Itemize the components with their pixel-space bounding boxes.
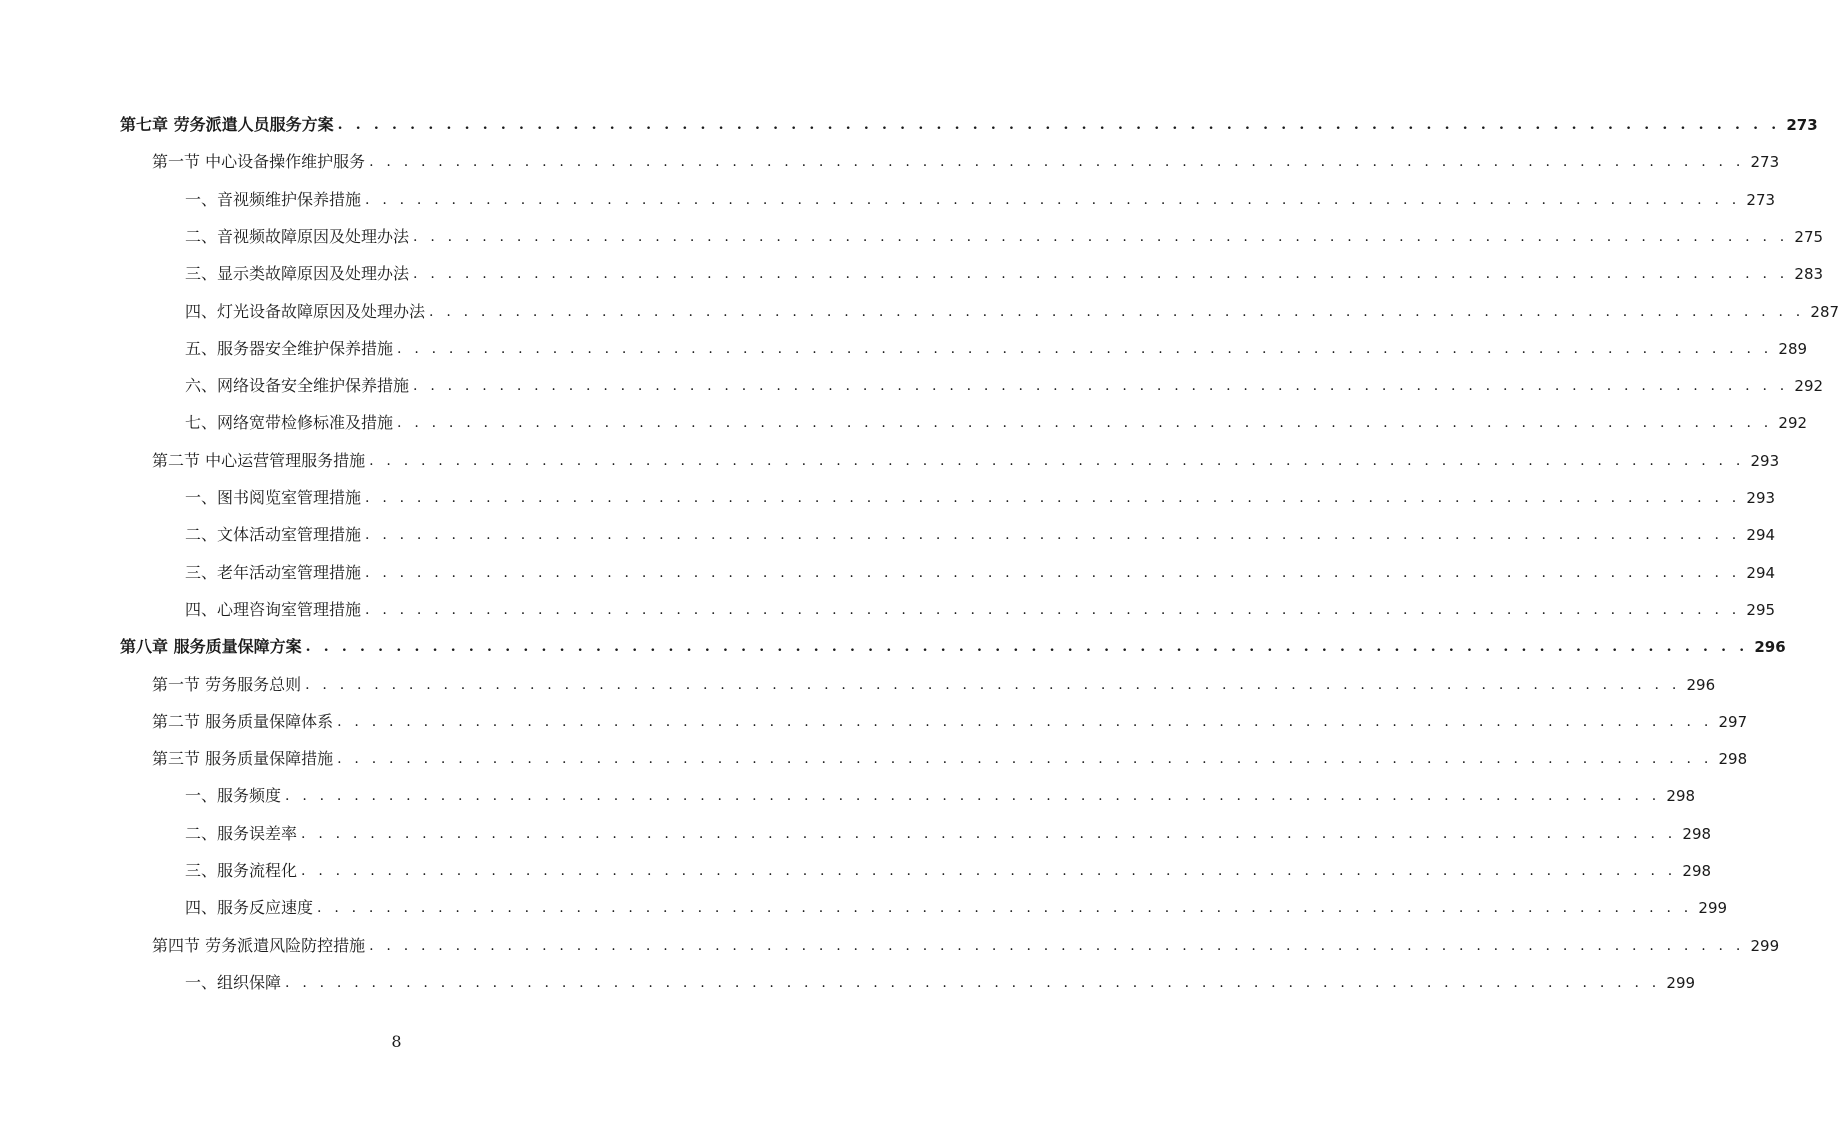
toc-entry-item[interactable] bbox=[185, 590, 1776, 620]
toc-dot-leader: . . . . . . . . . . . . . . . . . . . . . . . . . . . . . . . . . . . . . . . . . . . . . . . . . . . . . . . . . . . . . . . . . . . . . . . . . . . . . . . . bbox=[397, 415, 1773, 432]
toc-entry-page: 295 bbox=[1746, 600, 1776, 619]
toc-dot-leader: . . . . . . . . . . . . . . . . . . . . . . . . . . . . . . . . . . . . . . . . . . . . . . . . . . . . . . . . . . . . . . . . . . . . . . . . . . . . . . . . bbox=[429, 303, 1805, 320]
toc-entry-page: 287 bbox=[1810, 302, 1839, 321]
toc-entry-title: 第七章 劳务派遣人员服务方案 bbox=[120, 115, 334, 134]
toc-entry-page: 273 bbox=[1750, 153, 1780, 172]
toc-entry-title: 二、文体活动室管理措施 bbox=[185, 525, 362, 545]
toc-entry-title: 一、服务频度 bbox=[185, 786, 282, 806]
toc-entry-page: 292 bbox=[1794, 377, 1824, 396]
toc-entry-chapter[interactable] bbox=[120, 105, 1818, 135]
toc-entry-item[interactable] bbox=[185, 515, 1776, 545]
toc-dot-leader: . . . . . . . . . . . . . . . . . . . . . . . . . . . . . . . . . . . . . . . . . . . . . . . . . . . . . . . . . . . . . . . . . . . . . . . . . . . . . . . . bbox=[365, 191, 1741, 208]
toc-entry-page: 298 bbox=[1682, 824, 1712, 843]
toc-entry-section[interactable] bbox=[152, 665, 1716, 695]
toc-entry-item[interactable] bbox=[185, 217, 1824, 247]
toc-entry-item[interactable] bbox=[185, 888, 1728, 918]
toc-entry-title: 第二节 中心运营管理服务措施 bbox=[152, 450, 366, 470]
toc-entry-title: 第八章 服务质量保障方案 bbox=[120, 637, 302, 657]
toc-entry-title: 三、老年活动室管理措施 bbox=[185, 562, 362, 582]
toc-entry-page: 275 bbox=[1794, 227, 1824, 246]
toc-entry-page: 294 bbox=[1746, 563, 1776, 582]
toc-entry-section[interactable] bbox=[152, 702, 1748, 732]
toc-dot-leader: . . . . . . . . . . . . . . . . . . . . . . . . . . . . . . . . . . . . . . . . . . . . . . . . . . . . . . . . . . . . . . . . . . . . . . . . . . . . . . . . bbox=[365, 490, 1741, 506]
toc-dot-leader: . . . . . . . . . . . . . . . . . . . . . . . . . . . . . . . . . . . . . . . . . . . . . . . . . . . . . . . . . . . . . . . . . . . . . . . . . . . . . . . . bbox=[337, 751, 1713, 768]
toc-dot-leader: . . . . . . . . . . . . . . . . . . . . . . . . . . . . . . . . . . . . . . . . . . . . . . . . . . . . . . . . . . . . . . . . . . . . . . . . . . . . . . . . bbox=[301, 863, 1677, 879]
toc-entry-title: 二、服务误差率 bbox=[185, 823, 298, 843]
toc-entry-item[interactable] bbox=[185, 963, 1696, 993]
toc-entry-title: 二、音视频故障原因及处理办法 bbox=[185, 226, 410, 246]
toc-entry-page: 296 bbox=[1686, 675, 1716, 694]
toc-entry-page: 296 bbox=[1754, 638, 1786, 657]
toc-entry-item[interactable] bbox=[185, 814, 1712, 844]
toc-entry-title: 四、灯光设备故障原因及处理办法 bbox=[185, 301, 426, 321]
toc-dot-leader: . . . . . . . . . . . . . . . . . . . . . . . . . . . . . . . . . . . . . . . . . . . . . . . . . . . . . . . . . . . . . . . . . . . . . . . . . . . . . . . . bbox=[365, 527, 1741, 544]
toc-entry-page: 273 bbox=[1786, 116, 1818, 134]
toc-dot-leader: . . . . . . . . . . . . . . . . . . . . . . . . . . . . . . . . . . . . . . . . . . . . . . . . . . . . . . . . . . . . . . . . . . . . . . . . . . . . . . . . bbox=[337, 713, 1713, 730]
toc-entry-page: 299 bbox=[1750, 936, 1780, 955]
toc-entry-item[interactable] bbox=[185, 180, 1776, 210]
page-number: 8 bbox=[391, 1032, 402, 1051]
toc-dot-leader: . . . . . . . . . . . . . . . . . . . . . . . . . . . . . . . . . . . . . . . . . . . . . . . . . . . . . . . . . . . . . . . . . . . . . . . . . . . . . . . . bbox=[369, 937, 1745, 954]
toc-entry-page: 283 bbox=[1794, 265, 1824, 284]
toc-entry-section[interactable] bbox=[152, 739, 1748, 769]
toc-entry-page: 293 bbox=[1746, 489, 1776, 507]
toc-entry-item[interactable] bbox=[185, 553, 1776, 583]
toc-entry-title: 四、心理咨询室管理措施 bbox=[185, 599, 362, 619]
toc-entry-item[interactable] bbox=[185, 366, 1824, 396]
toc-entry-title: 第一节 劳务服务总则 bbox=[152, 674, 302, 694]
toc-dot-leader: . . . . . . . . . . . . . . . . . . . . . . . . . . . . . . . . . . . . . . . . . . . . . . . . . . . . . . . . . . . . . . . . . . . . . . . . . . . . . . . . bbox=[337, 117, 1781, 133]
toc-entry-item[interactable] bbox=[185, 851, 1712, 881]
toc-entry-page: 298 bbox=[1718, 750, 1748, 769]
toc-dot-leader: . . . . . . . . . . . . . . . . . . . . . . . . . . . . . . . . . . . . . . . . . . . . . . . . . . . . . . . . . . . . . . . . . . . . . . . . . . . . . . . . bbox=[413, 228, 1789, 245]
toc-entry-page: 294 bbox=[1746, 526, 1776, 545]
toc-dot-leader: . . . . . . . . . . . . . . . . . . . . . . . . . . . . . . . . . . . . . . . . . . . . . . . . . . . . . . . . . . . . . . . . . . . . . . . . . . . . . . . . bbox=[397, 340, 1773, 357]
toc-entry-page: 297 bbox=[1718, 712, 1748, 731]
toc-entry-title: 第一节 中心设备操作维护服务 bbox=[152, 152, 366, 172]
toc-dot-leader: . . . . . . . . . . . . . . . . . . . . . . . . . . . . . . . . . . . . . . . . . . . . . . . . . . . . . . . . . . . . . . . . . . . . . . . . . . . . . . . . bbox=[369, 452, 1745, 469]
toc-entry-item[interactable] bbox=[185, 403, 1808, 433]
toc-entry-title: 六、网络设备安全维护保养措施 bbox=[185, 376, 410, 396]
toc-entry-item[interactable] bbox=[185, 478, 1776, 508]
toc-dot-leader: . . . . . . . . . . . . . . . . . . . . . . . . . . . . . . . . . . . . . . . . . . . . . . . . . . . . . . . . . . . . . . . . . . . . . . . . . . . . . . . . bbox=[413, 378, 1789, 395]
toc-entry-section[interactable] bbox=[152, 926, 1780, 956]
toc-entry-title: 五、服务器安全维护保养措施 bbox=[185, 338, 394, 358]
toc-entry-title: 第四节 劳务派遣风险防控措施 bbox=[152, 935, 366, 955]
toc-entry-item[interactable] bbox=[185, 329, 1808, 359]
toc-entry-title: 七、网络宽带检修标准及措施 bbox=[185, 413, 394, 433]
toc-entry-section[interactable] bbox=[152, 441, 1780, 471]
toc-entry-page: 293 bbox=[1750, 451, 1780, 470]
toc-entry-item[interactable] bbox=[185, 254, 1824, 284]
toc-entry-page: 298 bbox=[1666, 787, 1696, 806]
toc-entry-title: 一、音视频维护保养措施 bbox=[185, 189, 362, 209]
toc-entry-title: 第二节 服务质量保障体系 bbox=[152, 711, 334, 731]
toc-dot-leader: . . . . . . . . . . . . . . . . . . . . . . . . . . . . . . . . . . . . . . . . . . . . . . . . . . . . . . . . . . . . . . . . . . . . . . . . . . . . . . . . bbox=[369, 154, 1745, 171]
toc-entry-title: 第三节 服务质量保障措施 bbox=[152, 749, 334, 769]
toc-entry-chapter[interactable] bbox=[120, 627, 1786, 657]
toc-entry-section[interactable] bbox=[152, 142, 1780, 172]
toc-entry-title: 一、组织保障 bbox=[185, 972, 282, 992]
toc-dot-leader: . . . . . . . . . . . . . . . . . . . . . . . . . . . . . . . . . . . . . . . . . . . . . . . . . . . . . . . . . . . . . . . . . . . . . . . . . . . . . . . . bbox=[305, 639, 1749, 656]
toc-entry-title: 三、显示类故障原因及处理办法 bbox=[185, 264, 410, 284]
toc-dot-leader: . . . . . . . . . . . . . . . . . . . . . . . . . . . . . . . . . . . . . . . . . . . . . . . . . . . . . . . . . . . . . . . . . . . . . . . . . . . . . . . . bbox=[305, 676, 1681, 693]
toc-entry-page: 292 bbox=[1778, 414, 1808, 433]
toc-dot-leader: . . . . . . . . . . . . . . . . . . . . . . . . . . . . . . . . . . . . . . . . . . . . . . . . . . . . . . . . . . . . . . . . . . . . . . . . . . . . . . . . bbox=[301, 825, 1677, 842]
toc-entry-item[interactable] bbox=[185, 776, 1696, 806]
toc-entry-page: 273 bbox=[1746, 190, 1776, 209]
toc-dot-leader: . . . . . . . . . . . . . . . . . . . . . . . . . . . . . . . . . . . . . . . . . . . . . . . . . . . . . . . . . . . . . . . . . . . . . . . . . . . . . . . . bbox=[365, 601, 1741, 618]
toc-dot-leader: . . . . . . . . . . . . . . . . . . . . . . . . . . . . . . . . . . . . . . . . . . . . . . . . . . . . . . . . . . . . . . . . . . . . . . . . . . . . . . . . bbox=[317, 900, 1693, 917]
toc-dot-leader: . . . . . . . . . . . . . . . . . . . . . . . . . . . . . . . . . . . . . . . . . . . . . . . . . . . . . . . . . . . . . . . . . . . . . . . . . . . . . . . . bbox=[285, 788, 1661, 805]
toc-dot-leader: . . . . . . . . . . . . . . . . . . . . . . . . . . . . . . . . . . . . . . . . . . . . . . . . . . . . . . . . . . . . . . . . . . . . . . . . . . . . . . . . bbox=[413, 266, 1789, 283]
toc-entry-item[interactable] bbox=[185, 292, 1839, 322]
toc-dot-leader: . . . . . . . . . . . . . . . . . . . . . . . . . . . . . . . . . . . . . . . . . . . . . . . . . . . . . . . . . . . . . . . . . . . . . . . . . . . . . . . . bbox=[365, 564, 1741, 581]
toc-dot-leader: . . . . . . . . . . . . . . . . . . . . . . . . . . . . . . . . . . . . . . . . . . . . . . . . . . . . . . . . . . . . . . . . . . . . . . . . . . . . . . . . bbox=[285, 974, 1661, 991]
toc-entry-page: 289 bbox=[1778, 339, 1808, 358]
toc-entry-page: 299 bbox=[1666, 973, 1696, 992]
toc-entry-title: 一、图书阅览室管理措施 bbox=[185, 488, 362, 507]
toc-entry-page: 298 bbox=[1682, 862, 1712, 880]
toc-entry-title: 四、服务反应速度 bbox=[185, 898, 314, 918]
toc-entry-title: 三、服务流程化 bbox=[185, 861, 298, 880]
toc-entry-page: 299 bbox=[1698, 899, 1728, 918]
